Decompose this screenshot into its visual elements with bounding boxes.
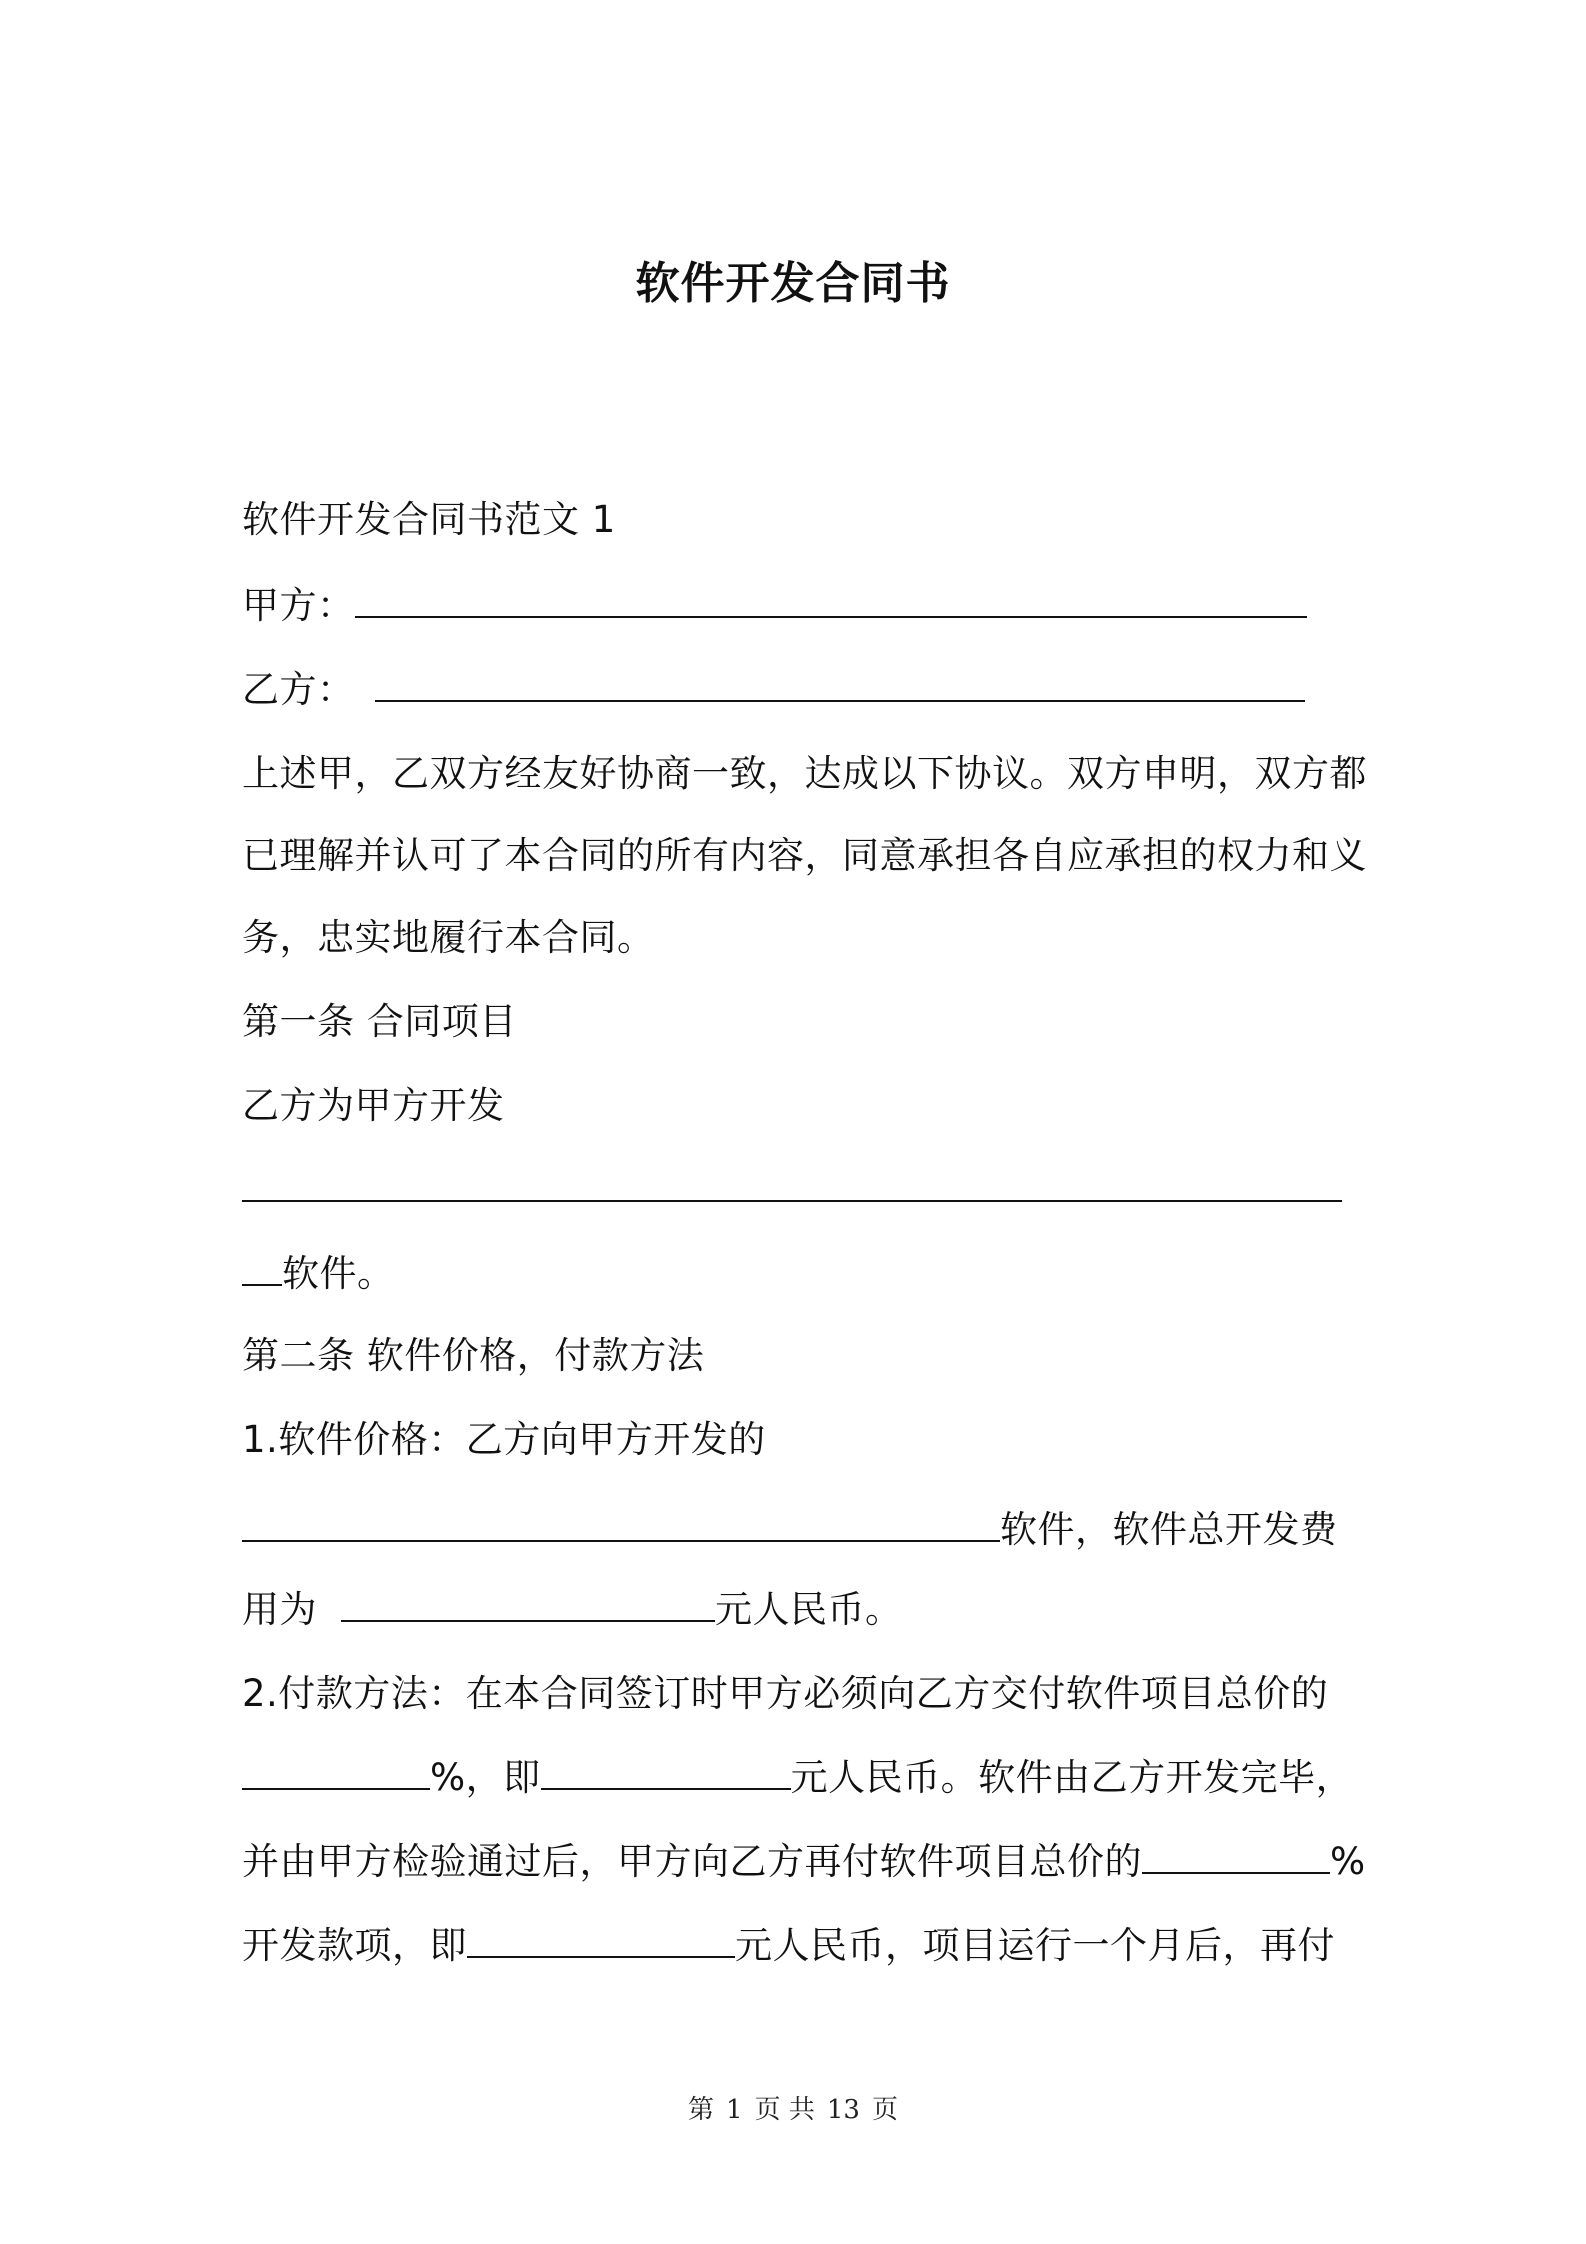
project-name-blank [242, 1172, 1342, 1202]
party-a-line [242, 580, 1307, 632]
party-b-line [242, 664, 1305, 716]
first-percent-blank [242, 1760, 430, 1790]
price-line-2 [242, 1504, 1338, 1556]
total-price-blank [341, 1592, 715, 1622]
subtitle: 软件开发合同书范文 1 [242, 498, 616, 541]
software-name-blank [242, 1512, 1000, 1542]
article1-line1: 乙方为甲方开发 [242, 1084, 505, 1127]
price-line-3 [242, 1584, 903, 1636]
party-a-blank [355, 588, 1307, 618]
second-amount-blank [467, 1928, 735, 1958]
project-name-blank-tail [242, 1256, 282, 1286]
pay-line-4-head: 开发款项，即 [242, 1924, 467, 1967]
price-line-3-head: 用为 [242, 1588, 317, 1631]
pay-line-3-head: 并由甲方检验通过后，甲方向乙方再付软件项目总价的 [242, 1840, 1142, 1883]
party-a-label: 甲方： [242, 584, 355, 627]
article2-heading: 第二条 软件价格，付款方法 [242, 1334, 705, 1377]
article1-line3 [242, 1248, 395, 1300]
pay-line-2 [242, 1752, 1353, 1804]
page-title: 软件开发合同书 [635, 258, 951, 309]
pay-line-3-tail: % [1330, 1840, 1366, 1883]
party-b-label: 乙方： [242, 668, 355, 711]
intro-line-1: 上述甲，乙双方经友好协商一致，达成以下协议。双方申明，双方都 [242, 752, 1367, 795]
party-b-blank [375, 672, 1305, 702]
pay-line-2-b: 元人民币。软件由乙方开发完毕， [790, 1756, 1354, 1799]
second-percent-blank [1142, 1844, 1330, 1874]
pay-line-2-a: %，即 [430, 1756, 541, 1799]
footer-total-pages: 13 [826, 2095, 860, 2125]
intro-line-2: 已理解并认可了本合同的所有内容，同意承担各自应承担的权力和义 [242, 834, 1367, 877]
article1-line2 [242, 1164, 1342, 1216]
price-line-1: 1.软件价格：乙方向甲方开发的 [242, 1418, 766, 1461]
price-line-2-text: 软件，软件总开发费 [1000, 1508, 1338, 1551]
article1-line3-text: 软件。 [282, 1252, 395, 1295]
pay-line-3 [242, 1836, 1366, 1888]
pay-line-4 [242, 1920, 1335, 1972]
article1-heading: 第一条 合同项目 [242, 1000, 517, 1043]
pay-line-4-tail: 元人民币，项目运行一个月后，再付 [735, 1924, 1335, 1967]
footer-prefix: 第 [688, 2095, 715, 2125]
pay-line-1: 2.付款方法：在本合同签订时甲方必须向乙方交付软件项目总价的 [242, 1672, 1329, 1715]
footer-middle: 页 共 [754, 2095, 815, 2125]
intro-line-3: 务，忠实地履行本合同。 [242, 916, 655, 959]
first-amount-blank [541, 1760, 791, 1790]
footer-suffix: 页 [871, 2095, 898, 2125]
page-footer [0, 2092, 1586, 2128]
price-line-3-tail: 元人民币。 [715, 1588, 903, 1631]
footer-current-page: 1 [726, 2095, 743, 2125]
